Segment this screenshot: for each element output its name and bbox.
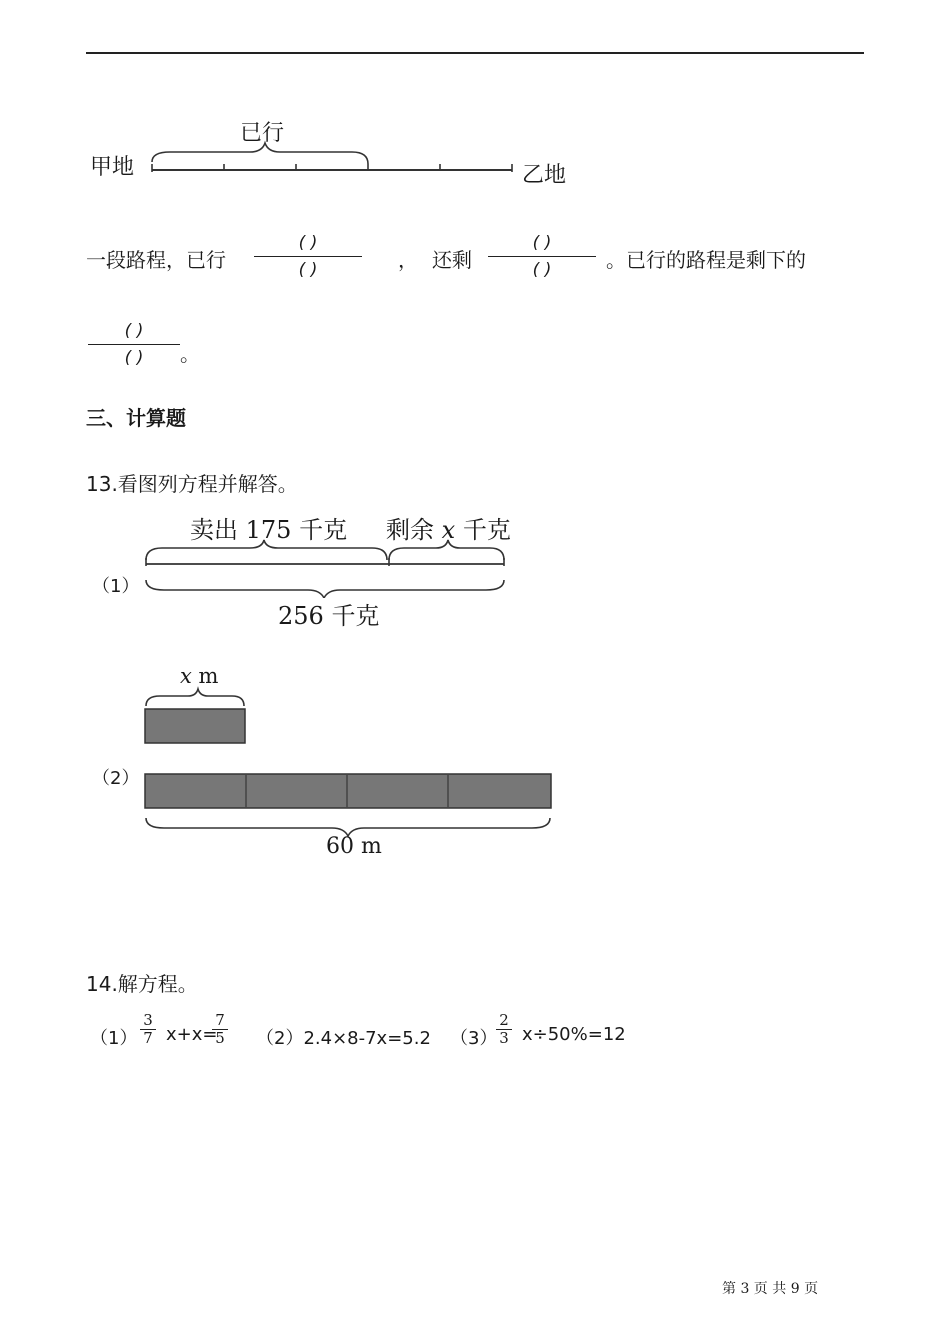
segment-unit: m xyxy=(198,664,219,688)
blank-numerator: ( ) xyxy=(532,233,552,253)
eq3-fraction xyxy=(496,1012,512,1047)
eq1-fraction-1 xyxy=(140,1012,156,1047)
start-label: 甲地 xyxy=(90,155,135,180)
total-weight-label: 256 千克 xyxy=(278,602,380,630)
segment-variable: x xyxy=(180,664,192,688)
fraction-blank-remaining[interactable] xyxy=(488,230,596,283)
denominator: 3 xyxy=(499,1029,509,1047)
blank-denominator: ( ) xyxy=(298,260,318,280)
blank-numerator: ( ) xyxy=(124,321,144,341)
denominator: 5 xyxy=(215,1029,225,1047)
header-rule xyxy=(86,52,864,54)
eq1-middle: x+x= xyxy=(166,1024,218,1045)
traveled-label: 已行 xyxy=(240,121,285,146)
weight-diagram-svg xyxy=(140,536,512,598)
eq1-fraction-2 xyxy=(212,1012,228,1047)
total-length-label: 60 m xyxy=(326,834,382,859)
remain-prefix: 剩余 xyxy=(386,516,434,544)
q14-title: 14.解方程。 xyxy=(86,972,198,996)
q12-end: 。 xyxy=(180,342,200,366)
eq3-rest: x÷50%=12 xyxy=(522,1024,626,1045)
fraction-blank-ratio[interactable] xyxy=(88,318,180,371)
remain-variable: x xyxy=(441,516,456,544)
blank-denominator: ( ) xyxy=(124,348,144,368)
numerator: 3 xyxy=(143,1011,153,1029)
sold-label: 卖出 175 千克 xyxy=(190,516,348,544)
blank-denominator: ( ) xyxy=(532,260,552,280)
q12-text-1: 一段路程，已行 xyxy=(86,248,226,272)
q12-comma: ， xyxy=(398,248,418,272)
remain-unit: 千克 xyxy=(462,516,511,544)
q13-title: 13.看图列方程并解答。 xyxy=(86,472,298,496)
segment-length-label xyxy=(180,664,218,688)
blank-numerator: ( ) xyxy=(298,233,318,253)
traveled-brace xyxy=(152,143,368,164)
page-footer: 第 3 页 共 9 页 xyxy=(722,1281,819,1297)
numerator: 2 xyxy=(499,1011,509,1029)
q13-sub2-label: （2） xyxy=(92,768,140,789)
total-length-bar xyxy=(145,774,551,808)
eq2: （2）2.4×8-7x=5.2 xyxy=(256,1028,431,1049)
q13-sub1-label: （1） xyxy=(92,576,140,597)
single-segment-bar xyxy=(145,709,245,743)
eq1-label: （1） xyxy=(90,1028,138,1049)
eq3-label: （3） xyxy=(450,1028,498,1049)
fraction-blank-traveled[interactable] xyxy=(254,230,362,283)
denominator: 7 xyxy=(143,1029,153,1047)
numerator: 7 xyxy=(215,1011,225,1029)
section-title: 三、计算题 xyxy=(86,406,186,430)
segment-brace xyxy=(146,689,244,706)
sold-brace xyxy=(146,540,387,560)
remain-brace xyxy=(389,540,504,560)
q12-text-3: 。已行的路程是剩下的 xyxy=(606,248,806,272)
end-label: 乙地 xyxy=(522,163,567,188)
q12-text-2: 还剩 xyxy=(432,248,472,272)
distance-line-svg xyxy=(140,140,520,180)
